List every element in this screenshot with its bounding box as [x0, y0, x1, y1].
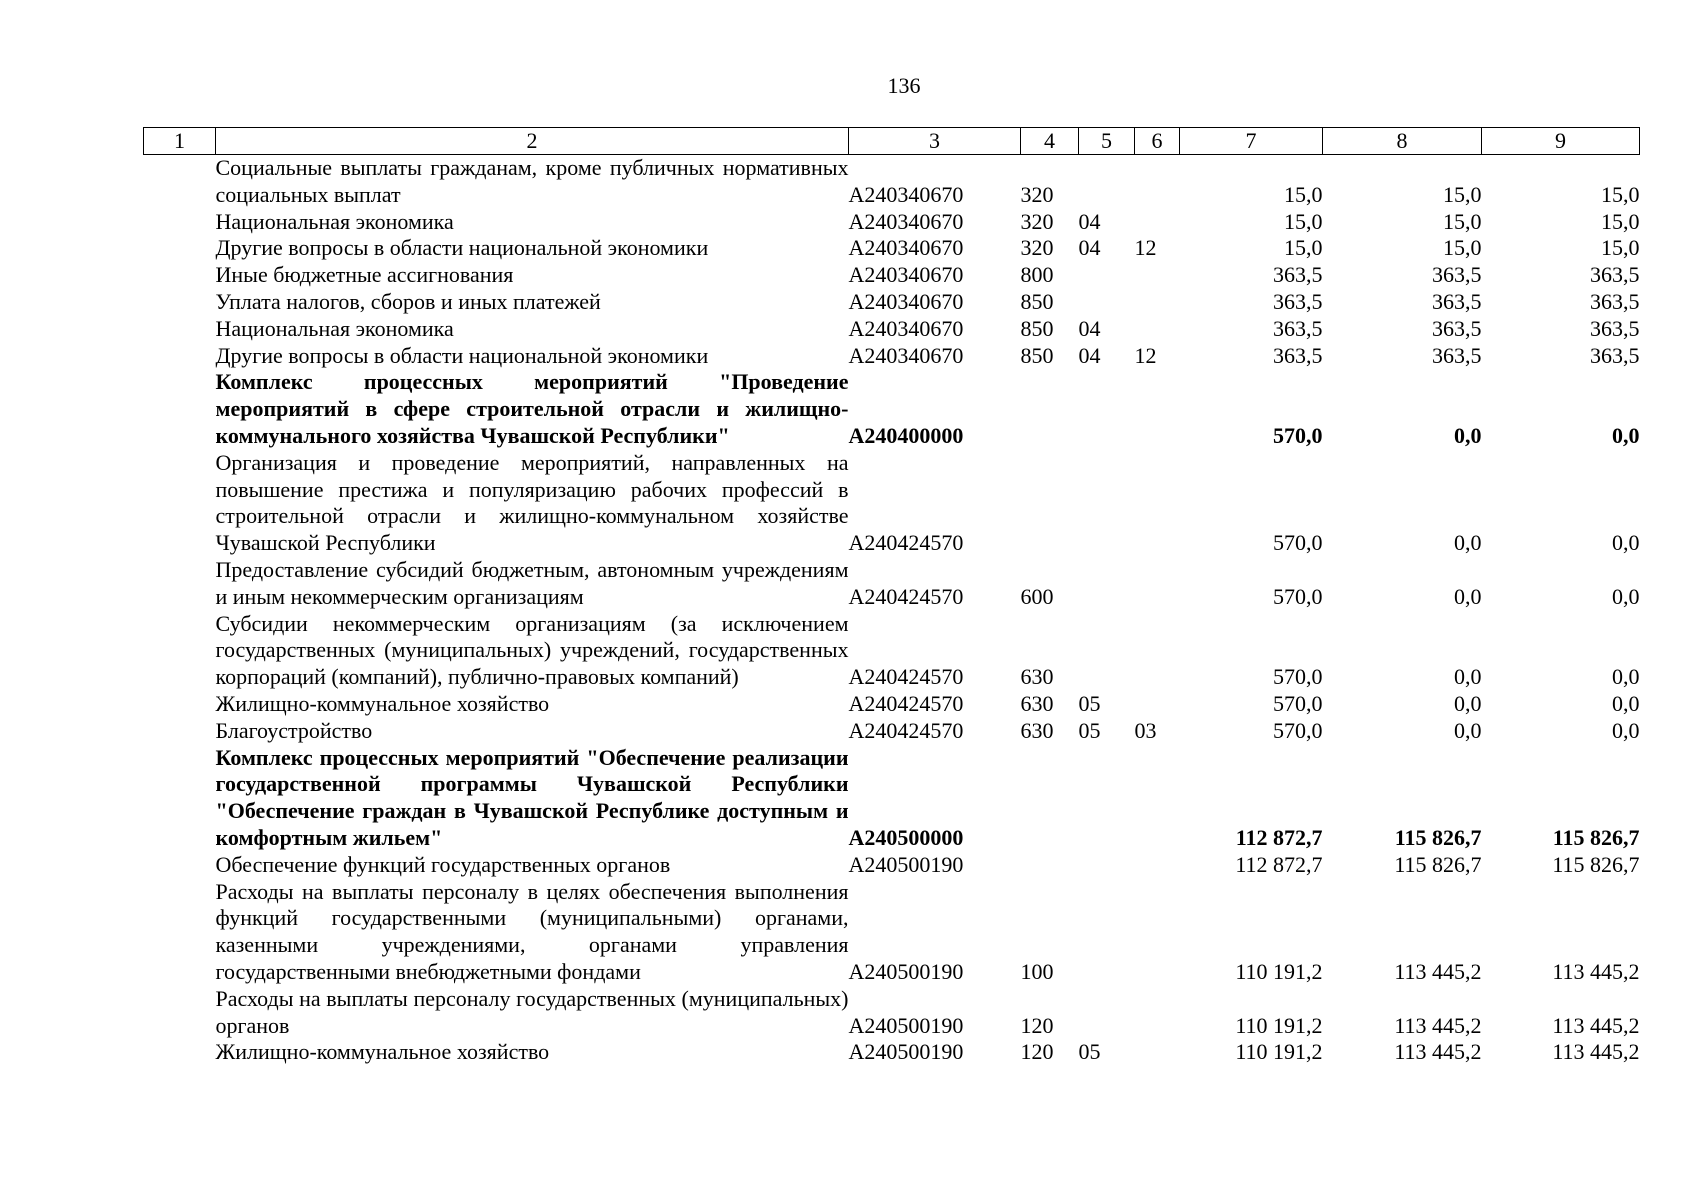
- row-value-col9: 0,0: [1612, 717, 1640, 743]
- row-value-col9: 0,0: [1612, 664, 1640, 690]
- row-section: [1079, 852, 1135, 879]
- row-value-col7: 570,0: [1273, 664, 1323, 690]
- row-expense-type: 630: [1020, 664, 1054, 690]
- table-body: [144, 155, 1640, 1067]
- row-subsection: [1135, 1039, 1180, 1066]
- row-name: Национальная экономика: [215, 315, 454, 341]
- index-cell: [144, 235, 216, 262]
- index-cell: [144, 745, 216, 852]
- row-value-col7: 112 872,7: [1235, 824, 1323, 850]
- row-code: А240340670: [848, 181, 964, 207]
- row-subsection: 12: [1134, 235, 1157, 261]
- table-row: [144, 691, 1640, 718]
- row-value-col8: 113 445,2: [1394, 1039, 1482, 1065]
- table-row: [144, 343, 1640, 370]
- row-section: 05: [1078, 717, 1101, 743]
- row-expense-type: 600: [1020, 583, 1054, 609]
- row-section: 04: [1078, 208, 1101, 234]
- row-value-col8: 0,0: [1454, 664, 1482, 690]
- index-cell: [144, 986, 216, 1040]
- row-value-col7: 363,5: [1273, 288, 1323, 314]
- row-code: А240340670: [848, 315, 964, 341]
- row-code: А240340670: [848, 262, 964, 288]
- row-subsection: [1135, 879, 1180, 986]
- page-number: 136: [887, 73, 921, 98]
- row-value-col9: 15,0: [1601, 181, 1640, 207]
- row-value-col9: 0,0: [1612, 422, 1640, 448]
- index-cell: [144, 450, 216, 557]
- row-value-col7: 570,0: [1273, 690, 1323, 716]
- column-header: 9: [1482, 128, 1640, 155]
- row-value-col9: 115 826,7: [1552, 851, 1640, 877]
- row-section: [1079, 450, 1135, 557]
- row-section: [1079, 369, 1135, 449]
- row-section: [1079, 262, 1135, 289]
- row-name: Комплекс процессных мероприятий "Проведение мероприятий в сфере строительной отрасли и жилищно-коммунального хозяйства Чувашской Республики": [215, 369, 849, 448]
- column-header: 3: [849, 128, 1021, 155]
- row-expense-type: 320: [1020, 208, 1054, 234]
- index-cell: [144, 691, 216, 718]
- row-subsection: [1135, 369, 1180, 449]
- row-subsection: [1135, 155, 1180, 209]
- row-name: Другие вопросы в области национальной экономики: [215, 342, 709, 368]
- row-name: Расходы на выплаты персоналу в целях обеспечения выполнения функций государственными (муниципальными) органами, казенными учреждениями, органами управления государственными внебюджетными фондами: [215, 878, 849, 984]
- row-expense-type: 800: [1020, 262, 1054, 288]
- column-header: 5: [1079, 128, 1135, 155]
- index-cell: [144, 209, 216, 236]
- row-value-col9: 0,0: [1612, 530, 1640, 556]
- row-code: А240500190: [848, 1012, 964, 1038]
- table-row: [144, 155, 1640, 209]
- table-row: [144, 316, 1640, 343]
- row-name: Обеспечение функций государственных органов: [215, 851, 671, 877]
- row-code: А240424570: [848, 583, 964, 609]
- row-value-col7: 570,0: [1273, 717, 1323, 743]
- index-cell: [144, 611, 216, 691]
- row-section: [1079, 289, 1135, 316]
- row-value-col8: 15,0: [1443, 181, 1482, 207]
- table-row: [144, 209, 1640, 236]
- row-expense-type: 100: [1020, 958, 1054, 984]
- row-value-col7: 15,0: [1284, 181, 1323, 207]
- index-cell: [144, 852, 216, 879]
- row-code: А240500190: [848, 851, 964, 877]
- row-expense-type: [1021, 852, 1079, 879]
- row-section: [1079, 745, 1135, 852]
- table-row: [144, 611, 1640, 691]
- row-value-col7: 570,0: [1273, 422, 1323, 448]
- table-row: [144, 986, 1640, 1040]
- row-value-col8: 363,5: [1432, 342, 1482, 368]
- row-expense-type: 850: [1020, 342, 1054, 368]
- row-code: А240340670: [848, 342, 964, 368]
- index-cell: [144, 1039, 216, 1066]
- row-value-col8: 0,0: [1454, 530, 1482, 556]
- row-code: А240340670: [848, 288, 964, 314]
- row-name: Социальные выплаты гражданам, кроме публичных нормативных социальных выплат: [215, 155, 849, 207]
- row-value-col8: 15,0: [1443, 208, 1482, 234]
- index-cell: [144, 155, 216, 209]
- row-value-col8: 0,0: [1454, 583, 1482, 609]
- column-header: 2: [216, 128, 849, 155]
- row-value-col7: 110 191,2: [1235, 1012, 1323, 1038]
- index-cell: [144, 289, 216, 316]
- table-header: [144, 128, 1640, 155]
- table-row: [144, 745, 1640, 852]
- row-value-col8: 363,5: [1432, 288, 1482, 314]
- row-code: А240500190: [848, 1039, 964, 1065]
- row-value-col7: 363,5: [1273, 315, 1323, 341]
- table-row: [144, 262, 1640, 289]
- row-value-col8: 0,0: [1454, 690, 1482, 716]
- row-value-col7: 110 191,2: [1235, 958, 1323, 984]
- row-value-col8: 0,0: [1454, 717, 1482, 743]
- column-header: 4: [1021, 128, 1079, 155]
- row-expense-type: [1021, 745, 1079, 852]
- table-row: [144, 235, 1640, 262]
- row-value-col9: 115 826,7: [1552, 824, 1640, 850]
- row-section: [1079, 155, 1135, 209]
- row-subsection: 12: [1134, 342, 1157, 368]
- row-section: [1079, 879, 1135, 986]
- row-value-col8: 0,0: [1454, 422, 1482, 448]
- row-code: А240424570: [848, 530, 964, 556]
- row-expense-type: [1021, 369, 1079, 449]
- row-value-col9: 0,0: [1612, 690, 1640, 716]
- index-cell: [144, 316, 216, 343]
- column-header: 1: [144, 128, 216, 155]
- index-cell: [144, 262, 216, 289]
- table-row: [144, 718, 1640, 745]
- row-name: Комплекс процессных мероприятий "Обеспечение реализации государственной программы Чувашской Республики "Обеспечение граждан в Чувашской Республике доступным и комфортным жильем": [215, 744, 849, 850]
- row-value-col9: 15,0: [1601, 235, 1640, 261]
- row-name: Национальная экономика: [215, 208, 454, 234]
- row-code: А240340670: [848, 235, 964, 261]
- row-code: А240424570: [848, 717, 964, 743]
- row-value-col9: 15,0: [1601, 208, 1640, 234]
- column-header: 7: [1180, 128, 1323, 155]
- table-row: [144, 369, 1640, 449]
- row-subsection: [1135, 450, 1180, 557]
- row-subsection: [1135, 557, 1180, 611]
- row-section: [1079, 986, 1135, 1040]
- row-name: Предоставление субсидий бюджетным, автономным учреждениям и иным некоммерческим организациям: [215, 556, 849, 609]
- budget-table: [143, 127, 1640, 1066]
- index-cell: [144, 343, 216, 370]
- row-section: [1079, 611, 1135, 691]
- row-subsection: 03: [1134, 717, 1157, 743]
- row-value-col9: 363,5: [1590, 288, 1640, 314]
- row-section: 05: [1078, 1039, 1101, 1065]
- row-name: Расходы на выплаты персоналу государственных (муниципальных) органов: [215, 985, 849, 1038]
- row-code: А240424570: [848, 690, 964, 716]
- row-section: 04: [1078, 235, 1101, 261]
- row-value-col8: 115 826,7: [1394, 851, 1482, 877]
- index-cell: [144, 557, 216, 611]
- row-expense-type: 320: [1020, 181, 1054, 207]
- header-row: [144, 128, 1640, 155]
- index-cell: [144, 718, 216, 745]
- row-expense-type: 630: [1020, 717, 1054, 743]
- row-expense-type: 630: [1020, 690, 1054, 716]
- row-section: [1079, 557, 1135, 611]
- index-cell: [144, 369, 216, 449]
- column-header: 6: [1135, 128, 1180, 155]
- row-value-col7: 363,5: [1273, 262, 1323, 288]
- row-name: Другие вопросы в области национальной экономики: [215, 235, 709, 261]
- row-value-col9: 113 445,2: [1552, 1012, 1640, 1038]
- row-name: Жилищно-коммунальное хозяйство: [215, 690, 550, 716]
- row-expense-type: 120: [1020, 1012, 1054, 1038]
- row-value-col9: 0,0: [1612, 583, 1640, 609]
- row-value-col8: 15,0: [1443, 235, 1482, 261]
- row-subsection: [1135, 262, 1180, 289]
- row-subsection: [1135, 316, 1180, 343]
- table-row: [144, 289, 1640, 316]
- row-value-col8: 363,5: [1432, 262, 1482, 288]
- row-code: А240500190: [848, 958, 964, 984]
- row-expense-type: 850: [1020, 315, 1054, 341]
- row-code: А240500000: [848, 824, 964, 850]
- row-expense-type: 120: [1020, 1039, 1054, 1065]
- row-code: А240400000: [848, 422, 964, 448]
- row-name: Организация и проведение мероприятий, направленных на повышение престижа и популяризацию рабочих профессий в строительной отрасли и жилищно-коммунальном хозяйстве Чувашской Республики: [215, 449, 849, 556]
- row-value-col9: 113 445,2: [1552, 958, 1640, 984]
- row-value-col8: 115 826,7: [1394, 824, 1482, 850]
- row-subsection: [1135, 745, 1180, 852]
- row-value-col7: 570,0: [1273, 583, 1323, 609]
- column-header: 8: [1323, 128, 1482, 155]
- row-value-col8: 113 445,2: [1394, 1012, 1482, 1038]
- table-row: [144, 450, 1640, 557]
- row-expense-type: 320: [1020, 235, 1054, 261]
- row-value-col7: 15,0: [1284, 235, 1323, 261]
- row-value-col7: 110 191,2: [1235, 1039, 1323, 1065]
- row-name: Жилищно-коммунальное хозяйство: [215, 1039, 550, 1065]
- row-subsection: [1135, 691, 1180, 718]
- row-subsection: [1135, 611, 1180, 691]
- table-row: [144, 557, 1640, 611]
- row-expense-type: 850: [1020, 288, 1054, 314]
- row-value-col7: 15,0: [1284, 208, 1323, 234]
- row-value-col9: 363,5: [1590, 342, 1640, 368]
- row-expense-type: [1021, 450, 1079, 557]
- row-value-col9: 113 445,2: [1552, 1039, 1640, 1065]
- table-row: [144, 879, 1640, 986]
- table-row: [144, 852, 1640, 879]
- row-subsection: [1135, 209, 1180, 236]
- row-name: Субсидии некоммерческим организациям (за исключением государственных (муниципальных) учреждений, государственных корпораций (компаний), публично-правовых компаний): [215, 610, 849, 690]
- row-code: А240424570: [848, 664, 964, 690]
- row-value-col7: 112 872,7: [1235, 851, 1323, 877]
- row-name: Иные бюджетные ассигнования: [215, 262, 514, 288]
- row-value-col9: 363,5: [1590, 315, 1640, 341]
- index-cell: [144, 879, 216, 986]
- row-subsection: [1135, 986, 1180, 1040]
- row-name: Уплата налогов, сборов и иных платежей: [215, 288, 601, 314]
- row-value-col8: 363,5: [1432, 315, 1482, 341]
- row-subsection: [1135, 852, 1180, 879]
- row-value-col9: 363,5: [1590, 262, 1640, 288]
- row-value-col8: 113 445,2: [1394, 958, 1482, 984]
- table-row: [144, 1039, 1640, 1066]
- row-section: 05: [1078, 690, 1101, 716]
- row-subsection: [1135, 289, 1180, 316]
- row-name: Благоустройство: [215, 717, 373, 743]
- row-section: 04: [1078, 315, 1101, 341]
- row-value-col7: 570,0: [1273, 530, 1323, 556]
- row-code: А240340670: [848, 208, 964, 234]
- row-value-col7: 363,5: [1273, 342, 1323, 368]
- row-section: 04: [1078, 342, 1101, 368]
